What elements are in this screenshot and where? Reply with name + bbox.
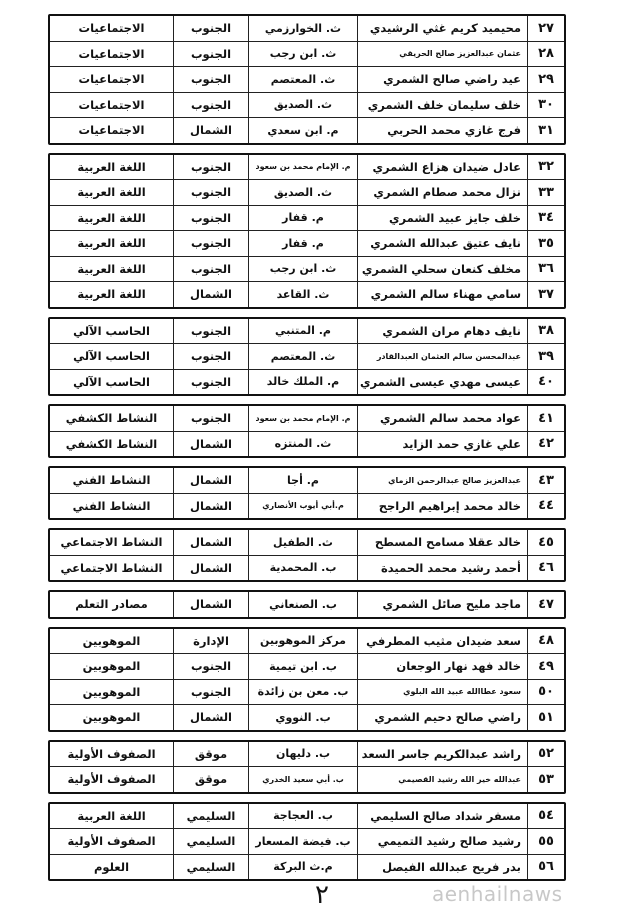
school-cell: ث. الصديق xyxy=(248,93,357,118)
table-row xyxy=(50,629,564,654)
row-number-cell: ٣٥ xyxy=(527,231,564,256)
region-cell: موقق xyxy=(173,767,248,792)
row-number-cell: ٥٤ xyxy=(527,804,564,829)
region-cell: الجنوب xyxy=(173,680,248,705)
table-row xyxy=(50,92,564,118)
department-cell: النشاط الاجتماعي xyxy=(60,535,163,550)
row-number-cell: ٣٦ xyxy=(527,257,564,282)
table-row xyxy=(50,704,564,730)
table-group xyxy=(48,590,566,619)
row-number-cell: ٤٣ xyxy=(527,468,564,493)
name-cell: عثمان عبدالعزيز صالح الحريقي xyxy=(357,42,527,67)
row-number-cell: ٥٥ xyxy=(527,829,564,854)
table-row xyxy=(50,343,564,369)
name-cell: نايف دهام مران الشمري xyxy=(357,319,527,344)
table-row xyxy=(50,230,564,256)
department-cell: اللغة العربية xyxy=(77,210,146,225)
table-row xyxy=(50,179,564,205)
table-row xyxy=(50,256,564,282)
department-cell: الحاسب الآلي xyxy=(73,323,150,338)
school-cell: م. الملك خالد xyxy=(248,370,357,395)
school-cell: ث. الصديق xyxy=(248,180,357,205)
table-row xyxy=(50,117,564,143)
watermark: aenhailnaws xyxy=(432,882,563,906)
school-cell: ب. العجاجة xyxy=(248,804,357,829)
table-group xyxy=(48,317,566,397)
table-row xyxy=(50,530,564,555)
department-cell: النشاط الاجتماعي xyxy=(60,560,163,575)
row-number-cell: ٤٥ xyxy=(527,530,564,555)
department-cell: الحاسب الآلي xyxy=(73,374,150,389)
school-cell: ب. معن بن زائدة xyxy=(248,680,357,705)
department-cell: النشاط الفني xyxy=(72,498,151,513)
name-cell: أحمد رشيد محمد الحميدة xyxy=(357,556,527,581)
department-cell: الحاسب الآلي xyxy=(73,349,150,364)
name-cell: عبدالمحسن سالم العثمان العبدالقادر xyxy=(357,344,527,369)
region-cell: الشمال xyxy=(173,282,248,307)
name-cell: عيد راضي صالح الشمري xyxy=(357,67,527,92)
row-number-cell: ٤٢ xyxy=(527,432,564,457)
name-cell: ماجد مليح صائل الشمري xyxy=(357,592,527,617)
department-cell: الموهوبين xyxy=(82,684,141,699)
table-row xyxy=(50,679,564,705)
table-row xyxy=(50,804,564,829)
name-cell: فرج غازي محمد الحربي xyxy=(357,118,527,143)
school-cell: ب. النووي xyxy=(248,705,357,730)
table-row xyxy=(50,406,564,431)
department-cell: العلوم xyxy=(93,859,130,874)
region-cell: الشمال xyxy=(173,468,248,493)
table-row xyxy=(50,766,564,792)
department-cell: الاجتماعيات xyxy=(78,46,145,61)
department-cell: اللغة العربية xyxy=(77,159,146,174)
school-cell: ث. الخوارزمي xyxy=(248,16,357,41)
department-cell: الموهوبين xyxy=(82,710,141,725)
name-cell: عيسى مهدي عيسى الشمري xyxy=(357,370,527,395)
region-cell: الجنوب xyxy=(173,155,248,180)
name-cell: محيميد كريم غثي الرشيدي xyxy=(357,16,527,41)
region-cell: الجنوب xyxy=(173,231,248,256)
department-cell: اللغة العربية xyxy=(77,185,146,200)
school-cell: ث. ابن رجب xyxy=(248,257,357,282)
name-cell: خالد محمد إبراهيم الراجح xyxy=(357,494,527,519)
name-cell: عادل ضيدان هزاع الشمري xyxy=(357,155,527,180)
table-row xyxy=(50,155,564,180)
name-cell: سعد ضيدان مثيب المطرفي xyxy=(357,629,527,654)
region-cell: الشمال xyxy=(173,556,248,581)
region-cell: الشمال xyxy=(173,530,248,555)
region-cell: الشمال xyxy=(173,592,248,617)
row-number-cell: ٣٨ xyxy=(527,319,564,344)
region-cell: موقق xyxy=(173,742,248,767)
table-group xyxy=(48,14,566,145)
row-number-cell: ٤٤ xyxy=(527,494,564,519)
department-cell: مصادر التعلم xyxy=(75,597,148,612)
row-number-cell: ٣٣ xyxy=(527,180,564,205)
region-cell: السليمي xyxy=(173,855,248,880)
region-cell: الجنوب xyxy=(173,370,248,395)
school-cell: ب. الصنعاني xyxy=(248,592,357,617)
school-cell: ث. المنتزه xyxy=(248,432,357,457)
row-number-cell: ٣١ xyxy=(527,118,564,143)
table-row xyxy=(50,16,564,41)
table-group xyxy=(48,802,566,882)
department-cell: الاجتماعيات xyxy=(78,72,145,87)
department-cell: النشاط الكشفي xyxy=(65,411,158,426)
region-cell: الجنوب xyxy=(173,257,248,282)
department-cell: الاجتماعيات xyxy=(78,97,145,112)
table-row xyxy=(50,742,564,767)
school-cell: ب. المحمدية xyxy=(248,556,357,581)
name-cell: عواد محمد سالم الشمري xyxy=(357,406,527,431)
row-number-cell: ٤٨ xyxy=(527,629,564,654)
page-number: ٢ xyxy=(315,880,329,910)
department-cell: اللغة العربية xyxy=(77,808,146,823)
row-number-cell: ٣٠ xyxy=(527,93,564,118)
table-row xyxy=(50,592,564,617)
school-cell: م.ث البركة xyxy=(248,855,357,880)
school-cell: ث. المعتصم xyxy=(248,344,357,369)
name-cell: نزال محمد صطام الشمري xyxy=(357,180,527,205)
name-cell: خالد عقلا مسامح المسطح xyxy=(357,530,527,555)
region-cell: الجنوب xyxy=(173,206,248,231)
table-row xyxy=(50,854,564,880)
table-group xyxy=(48,153,566,309)
table-row xyxy=(50,493,564,519)
department-cell: الموهوبين xyxy=(82,633,141,648)
school-cell: م. الإمام محمد بن سعود xyxy=(248,155,357,180)
region-cell: السليمي xyxy=(173,829,248,854)
table-row xyxy=(50,555,564,581)
name-cell: راضي صالح دحيم الشمري xyxy=(357,705,527,730)
row-number-cell: ٥١ xyxy=(527,705,564,730)
department-cell: الصفوف الأولية xyxy=(67,834,156,849)
name-cell: سامي مهناء سالم الشمري xyxy=(357,282,527,307)
department-cell: الصفوف الأولية xyxy=(67,772,156,787)
table-row xyxy=(50,281,564,307)
region-cell: الشمال xyxy=(173,432,248,457)
school-cell: م. المتنبي xyxy=(248,319,357,344)
department-cell: الصفوف الأولية xyxy=(67,746,156,761)
name-cell: مخلف كنعان سحلي الشمري xyxy=(357,257,527,282)
region-cell: الجنوب xyxy=(173,319,248,344)
row-number-cell: ٤١ xyxy=(527,406,564,431)
school-cell: ث. المعتصم xyxy=(248,67,357,92)
name-cell: راشد عبدالكريم جاسر السعد xyxy=(357,742,527,767)
name-cell: خلف جايز عبيد الشمري xyxy=(357,206,527,231)
department-cell: اللغة العربية xyxy=(77,236,146,251)
table-row xyxy=(50,369,564,395)
name-cell: مسفر شداد صالح السليمي xyxy=(357,804,527,829)
row-number-cell: ٢٧ xyxy=(527,16,564,41)
school-cell: م. أجا xyxy=(248,468,357,493)
row-number-cell: ٥٦ xyxy=(527,855,564,880)
staff-table xyxy=(48,14,566,889)
school-cell: ث. ابن رجب xyxy=(248,42,357,67)
name-cell: عبدالعزيز صالح عبدالرحمن الزماي xyxy=(357,468,527,493)
department-cell: النشاط الفني xyxy=(72,473,151,488)
department-cell: النشاط الكشفي xyxy=(65,436,158,451)
table-group xyxy=(48,404,566,458)
row-number-cell: ٢٨ xyxy=(527,42,564,67)
region-cell: الشمال xyxy=(173,494,248,519)
name-cell: خلف سليمان خلف الشمري xyxy=(357,93,527,118)
school-cell: م. الإمام محمد بن سعود xyxy=(248,406,357,431)
school-cell: ب. أبي سعيد الخدري xyxy=(248,767,357,792)
row-number-cell: ٢٩ xyxy=(527,67,564,92)
region-cell: الجنوب xyxy=(173,180,248,205)
department-cell: الاجتماعيات xyxy=(78,123,145,138)
table-group xyxy=(48,740,566,794)
name-cell: عبدالله خير الله رشيد القصيمي xyxy=(357,767,527,792)
region-cell: الإدارة xyxy=(173,629,248,654)
table-row xyxy=(50,828,564,854)
name-cell: خالد فهد نهار الوجعان xyxy=(357,654,527,679)
row-number-cell: ٣٩ xyxy=(527,344,564,369)
school-cell: ب. دليهان xyxy=(248,742,357,767)
row-number-cell: ٤٧ xyxy=(527,592,564,617)
region-cell: الجنوب xyxy=(173,42,248,67)
row-number-cell: ٣٤ xyxy=(527,206,564,231)
department-cell: اللغة العربية xyxy=(77,261,146,276)
table-row xyxy=(50,653,564,679)
row-number-cell: ٤٠ xyxy=(527,370,564,395)
row-number-cell: ٥٠ xyxy=(527,680,564,705)
region-cell: الجنوب xyxy=(173,16,248,41)
school-cell: مركز الموهوبين xyxy=(248,629,357,654)
region-cell: الجنوب xyxy=(173,344,248,369)
table-row xyxy=(50,41,564,67)
row-number-cell: ٣٢ xyxy=(527,155,564,180)
table-group xyxy=(48,466,566,520)
table-group xyxy=(48,627,566,732)
department-cell: اللغة العربية xyxy=(77,287,146,302)
name-cell: بدر فريح عبدالله الفيصل xyxy=(357,855,527,880)
name-cell: رشيد صالح رشيد التميمي xyxy=(357,829,527,854)
region-cell: السليمي xyxy=(173,804,248,829)
name-cell: سعود عطاالله عبيد الله البلوي xyxy=(357,680,527,705)
school-cell: ث. القاعد xyxy=(248,282,357,307)
department-cell: الاجتماعيات xyxy=(78,21,145,36)
row-number-cell: ٥٣ xyxy=(527,767,564,792)
name-cell: نايف عتيق عبدالله الشمري xyxy=(357,231,527,256)
table-row xyxy=(50,431,564,457)
table-group xyxy=(48,528,566,582)
school-cell: م.أبي أيوب الأنصاري xyxy=(248,494,357,519)
region-cell: الشمال xyxy=(173,705,248,730)
department-cell: الموهوبين xyxy=(82,659,141,674)
row-number-cell: ٣٧ xyxy=(527,282,564,307)
row-number-cell: ٤٦ xyxy=(527,556,564,581)
school-cell: م. قفار xyxy=(248,231,357,256)
table-row xyxy=(50,468,564,493)
row-number-cell: ٥٢ xyxy=(527,742,564,767)
region-cell: الشمال xyxy=(173,118,248,143)
school-cell: م. قفار xyxy=(248,206,357,231)
school-cell: ب. فيضة المسعار xyxy=(248,829,357,854)
region-cell: الجنوب xyxy=(173,67,248,92)
table-row xyxy=(50,319,564,344)
table-row xyxy=(50,66,564,92)
school-cell: ب. ابن تيمية xyxy=(248,654,357,679)
region-cell: الجنوب xyxy=(173,406,248,431)
name-cell: علي غازي حمد الزايد xyxy=(357,432,527,457)
region-cell: الجنوب xyxy=(173,654,248,679)
school-cell: م. ابن سعدي xyxy=(248,118,357,143)
row-number-cell: ٤٩ xyxy=(527,654,564,679)
school-cell: ث. الطفيل xyxy=(248,530,357,555)
table-row xyxy=(50,205,564,231)
region-cell: الجنوب xyxy=(173,93,248,118)
